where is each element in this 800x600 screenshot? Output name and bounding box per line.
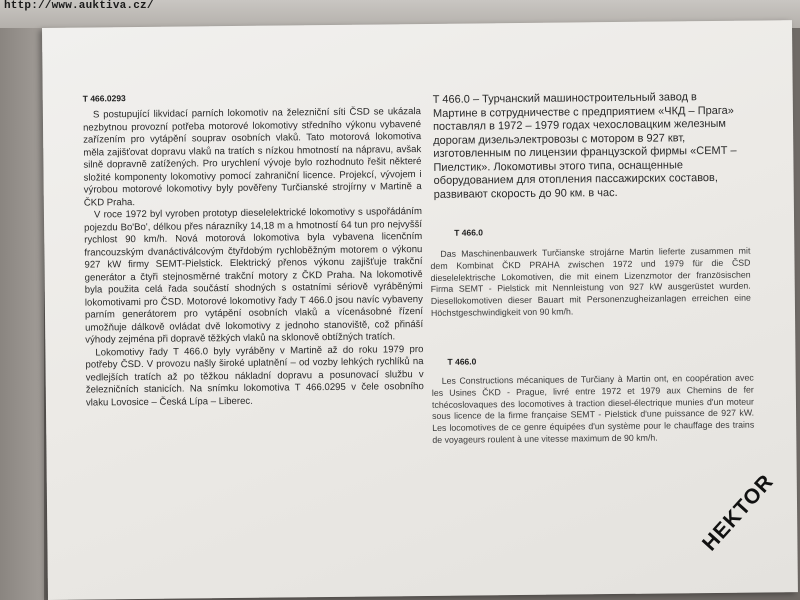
postcard-back [42, 20, 798, 600]
german-text: Das Maschinenbauwerk Turčianske strojárne Martin lieferte zusammen mit dem Kombinat ČKD PRAHA zwischen 1972 und 1979 für die ČSD dieselelektrische Lokomotiven, die mit einem Lizenzmotor der französischen Firma SEMT - Pielstick mit Nennleistung von 927 kW ausgerüstet wurden. Diesellokomotiven dieser Bauart mit Personenzugheizanlagen erreichen eine Höchstgeschwindigkeit von 90 km/h. [430, 245, 751, 318]
german-label: T 466.0 [454, 227, 484, 238]
russian-title: T 466.0 [432, 93, 470, 106]
french-label: T 466.0 [447, 356, 477, 367]
watermark-hektor: HEKTOR [698, 469, 779, 556]
czech-paragraph-1: S postupující likvidací parních lokomotiv na železniční síti ČSD se ukázala nezbytnou provozní potřeba motorové lokomotivy středního výkonu vybavené zařízením pro vytápění souprav osobních vlaků. Tato motorová lokomotiva měla zajišťovat dopravu vlaků na tratích s nízkou hmotností na nápravu, avšak silně dopravně zatížených. Pro urychlení vývoje bylo rozhodnuto řešit některé složité komponenty lokomotivy pomocí zahraniční licence. Projekcí, vývojem i výrobou motorové lokomotivy byly pověřeny Turčianské strojírny v Martině a ČKD Praha. [82, 106, 422, 209]
russian-text-block [433, 91, 744, 202]
background-left [0, 28, 44, 600]
card-code: T 466.0293 [82, 93, 126, 104]
czech-paragraph-3: Lokomotivy řady T 466.0 byly vyráběny v Martině až do roku 1979 pro potřeby ČSD. V provozu našly široké uplatnění – od vozby lehkých rychlíků na vedlejších tratích až po těžkou nákladní dopravu a posunovací službu v železničních stanicích. Na snímku lokomotiva T 466.0295 v čele osobního vlaku Lovosice – Česká Lípa – Liberec. [85, 343, 424, 409]
czech-paragraph-2: V roce 1972 byl vyroben prototyp dieselelektrické lokomotivy s uspořádáním pojezdu Bo'Bo', délkou přes nárazníky 14,18 m a hmotností 64 tun pro nejvyšší rychlost 90 km/h. Nová motorová lokomotiva byla vybavena licenčním francouzským dvanáctiválcovým čtyřdobým rychloběžným motorem o výkonu 927 kW firmy SEMT-Pielstick. Elektrický přenos výkonu zajišťuje trakční generátor a čtyři stejnosměrné trakční motory z ČKD Praha. Na lokomotivě byla použita celá řada součástí shodných s ostatními sériově vyráběnými lokomotivami pro ČSD. Motorové lokomotivy řady T 466.0 jsou navíc vybaveny parním generátorem pro vytápění osobních vlaků a vícenásobné řízení umožňuje dálkově ovládat dvě lokomotivy z jednoho stanoviště, což přináší výhody zejména při dopravě těžkých vlaků na sklonově obtížných tratích. [84, 206, 424, 346]
russian-text: – Турчанский машиностроительный завод в Мартине в сотрудничестве с предприятием «ЧКД – Прага» поставлял в 1972 – 1979 годах чехословацким железным дорогам дизельэлектровозы с мотором в 927 квт, изготовленным по лицензии французской фирмы «СЕМТ – Пиелстик». Локомотивы этого типа, оснащенные оборудованием для отопления пассажирских составов, развивают скорость до 90 км. в час. [432, 91, 737, 201]
french-text: Les Constructions mécaniques de Turčiany à Martin ont, en coopération avec les Usines ČKD - Prague, livré entre 1972 et 1979 aux Chemins de fer tchécoslovaques des locomotives à traction diesel-électrique munies d'un moteur sous licence de la firme française SEMT - Pielstick d'une puissance de 927 kW. Les locomotives de ce genre équipées d'un système pour le chauffage des trains de voyageurs roulent à une vitesse maximum de 90 km/h. [431, 372, 755, 445]
czech-text-column [83, 106, 424, 410]
watermark-url: http://www.auktiva.cz/ [4, 0, 154, 12]
